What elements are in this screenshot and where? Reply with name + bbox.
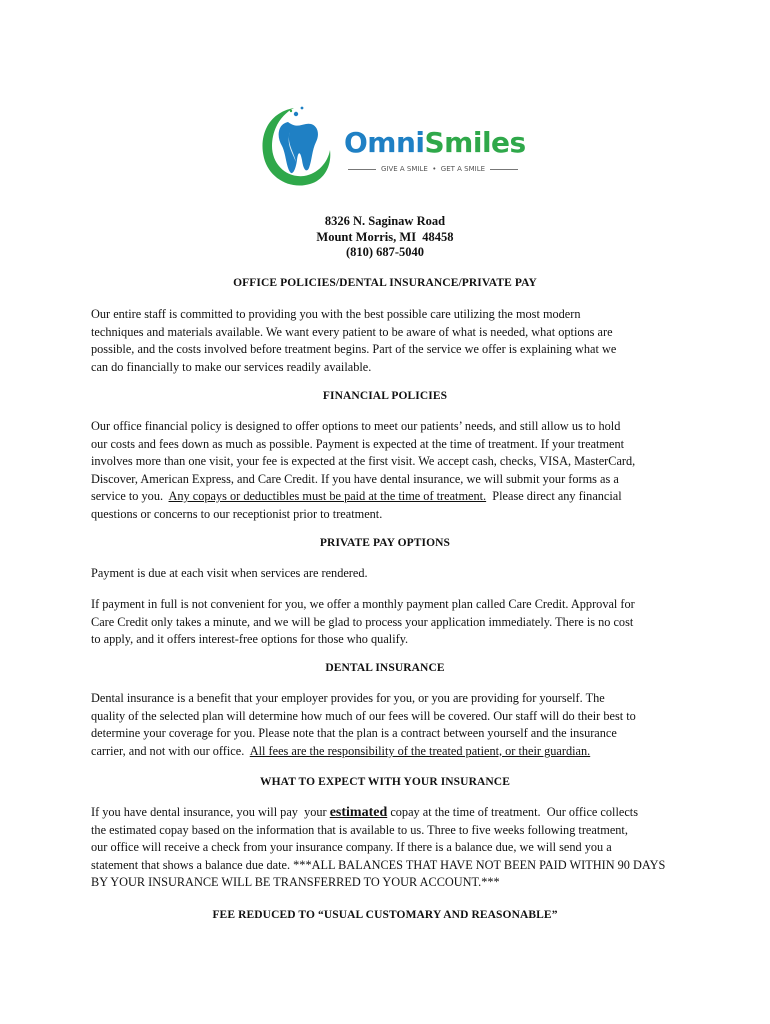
financial-line5-post: Please direct any financial: [486, 489, 622, 504]
what-to-expect-line: BY YOUR INSURANCE WILL BE TRANSFERRED TO YOUR ACCOUNT.***: [91, 875, 500, 890]
expect-line1-post: copay at the time of treatment. Our office collects: [387, 805, 638, 819]
fee-reduced-heading: FEE REDUCED TO “USUAL CUSTOMARY AND REASONABLE”: [212, 909, 558, 921]
financial-line: Discover, American Express, and Care Credit. If you have dental insurance, we will submit your forms as a: [91, 471, 619, 486]
what-to-expect-paragraph: [91, 804, 691, 892]
financial-line: [91, 488, 691, 506]
page-title: OFFICE POLICIES/DENTAL INSURANCE/PRIVATE PAY: [233, 277, 537, 289]
expect-line1-pre: If you have dental insurance, you will pay your: [91, 805, 330, 819]
what-to-expect-heading: WHAT TO EXPECT WITH YOUR INSURANCE: [260, 776, 510, 788]
what-to-expect-line: our office will receive a check from your insurance company. If there is a balance due, we will send you a: [91, 840, 612, 855]
intro-line: can do financially to make our services readily available.: [91, 359, 372, 374]
brand-name: [344, 126, 526, 159]
tooth-logo-icon: [256, 102, 338, 192]
intro-line: Our entire staff is committed to providing you with the best possible care utilizing the most modern: [91, 307, 581, 321]
intro-paragraph: [91, 306, 691, 376]
tagline-rule-right: [490, 169, 518, 170]
financial-line: Our office financial policy is designed to offer options to meet our patients’ needs, and still allow us to hold: [91, 419, 621, 433]
estimated-emphasis: estimated: [329, 805, 388, 820]
copay-notice-underlined: Any copays or deductibles must be paid at the time of treatment.: [168, 489, 487, 504]
tagline-text: GIVE A SMILE • GET A SMILE: [380, 165, 486, 173]
dental-insurance-line: [91, 743, 691, 761]
what-to-expect-line: the estimated copay based on the information that is available to us. Three to five weeks following treatment,: [91, 822, 628, 837]
financial-line: our costs and fees down as much as possible. Payment is expected at the time of treatment. If your treatment: [91, 436, 625, 451]
intro-line: techniques and materials available. We want every patient to be aware of what is needed, what options are: [91, 324, 613, 339]
intro-line: possible, and the costs involved before treatment begins. Part of the service we offer is explaining what we: [91, 342, 617, 357]
private-pay-paragraph-2: [91, 596, 691, 649]
brand-tagline: [348, 163, 518, 175]
what-to-expect-line: statement that shows a balance due date. ***ALL BALANCES THAT HAVE NOT BEEN PAID WITHIN 90 DAYS: [91, 857, 666, 872]
financial-policies-paragraph: [91, 418, 691, 524]
address-phone: (810) 687-5040: [345, 245, 425, 259]
private-pay-line: Care Credit only takes a minute, and we will be glad to process your application immediately. There is no cost: [91, 614, 634, 629]
fees-responsibility-underlined: All fees are the responsibility of the treated patient, or their guardian.: [249, 743, 591, 758]
dental-line4-pre: carrier, and not with our office.: [91, 743, 250, 758]
omnismiles-logo: [256, 102, 526, 192]
brand-name-omni: Omni: [344, 126, 425, 159]
private-pay-line: Payment is due at each visit when services are rendered.: [91, 566, 368, 580]
dental-insurance-line: quality of the selected plan will determine how much of our fees will be covered. Our staff will do their best to: [91, 708, 636, 723]
financial-line5-pre: service to you.: [91, 489, 169, 504]
address-street: 8326 N. Saginaw Road: [324, 214, 446, 228]
address-block: [0, 214, 770, 261]
financial-line: questions or concerns to our receptionist prior to treatment.: [91, 506, 383, 521]
private-pay-heading: PRIVATE PAY OPTIONS: [319, 537, 451, 549]
brand-name-smiles: Smiles: [424, 126, 526, 159]
what-to-expect-line: [91, 804, 691, 822]
private-pay-paragraph-1: [91, 565, 691, 583]
dental-insurance-heading: DENTAL INSURANCE: [325, 662, 445, 674]
tagline-rule-left: [348, 169, 376, 170]
dental-insurance-line: Dental insurance is a benefit that your employer provides for you, or you are providing for yourself. The: [91, 691, 605, 705]
financial-line: involves more than one visit, your fee is expected at the first visit. We accept cash, checks, VISA, MasterCard,: [91, 454, 636, 469]
private-pay-line: If payment in full is not convenient for you, we offer a monthly payment plan called Care Credit. Approval for: [91, 597, 635, 611]
dental-insurance-paragraph: [91, 690, 691, 760]
private-pay-line: to apply, and it offers interest-free options for those who qualify.: [91, 632, 409, 647]
financial-policies-heading: FINANCIAL POLICIES: [322, 390, 448, 402]
address-city: Mount Morris, MI 48458: [316, 229, 454, 244]
dental-insurance-line: determine your coverage for you. Please note that the plan is a contract between yourself and the insurance: [91, 726, 617, 741]
